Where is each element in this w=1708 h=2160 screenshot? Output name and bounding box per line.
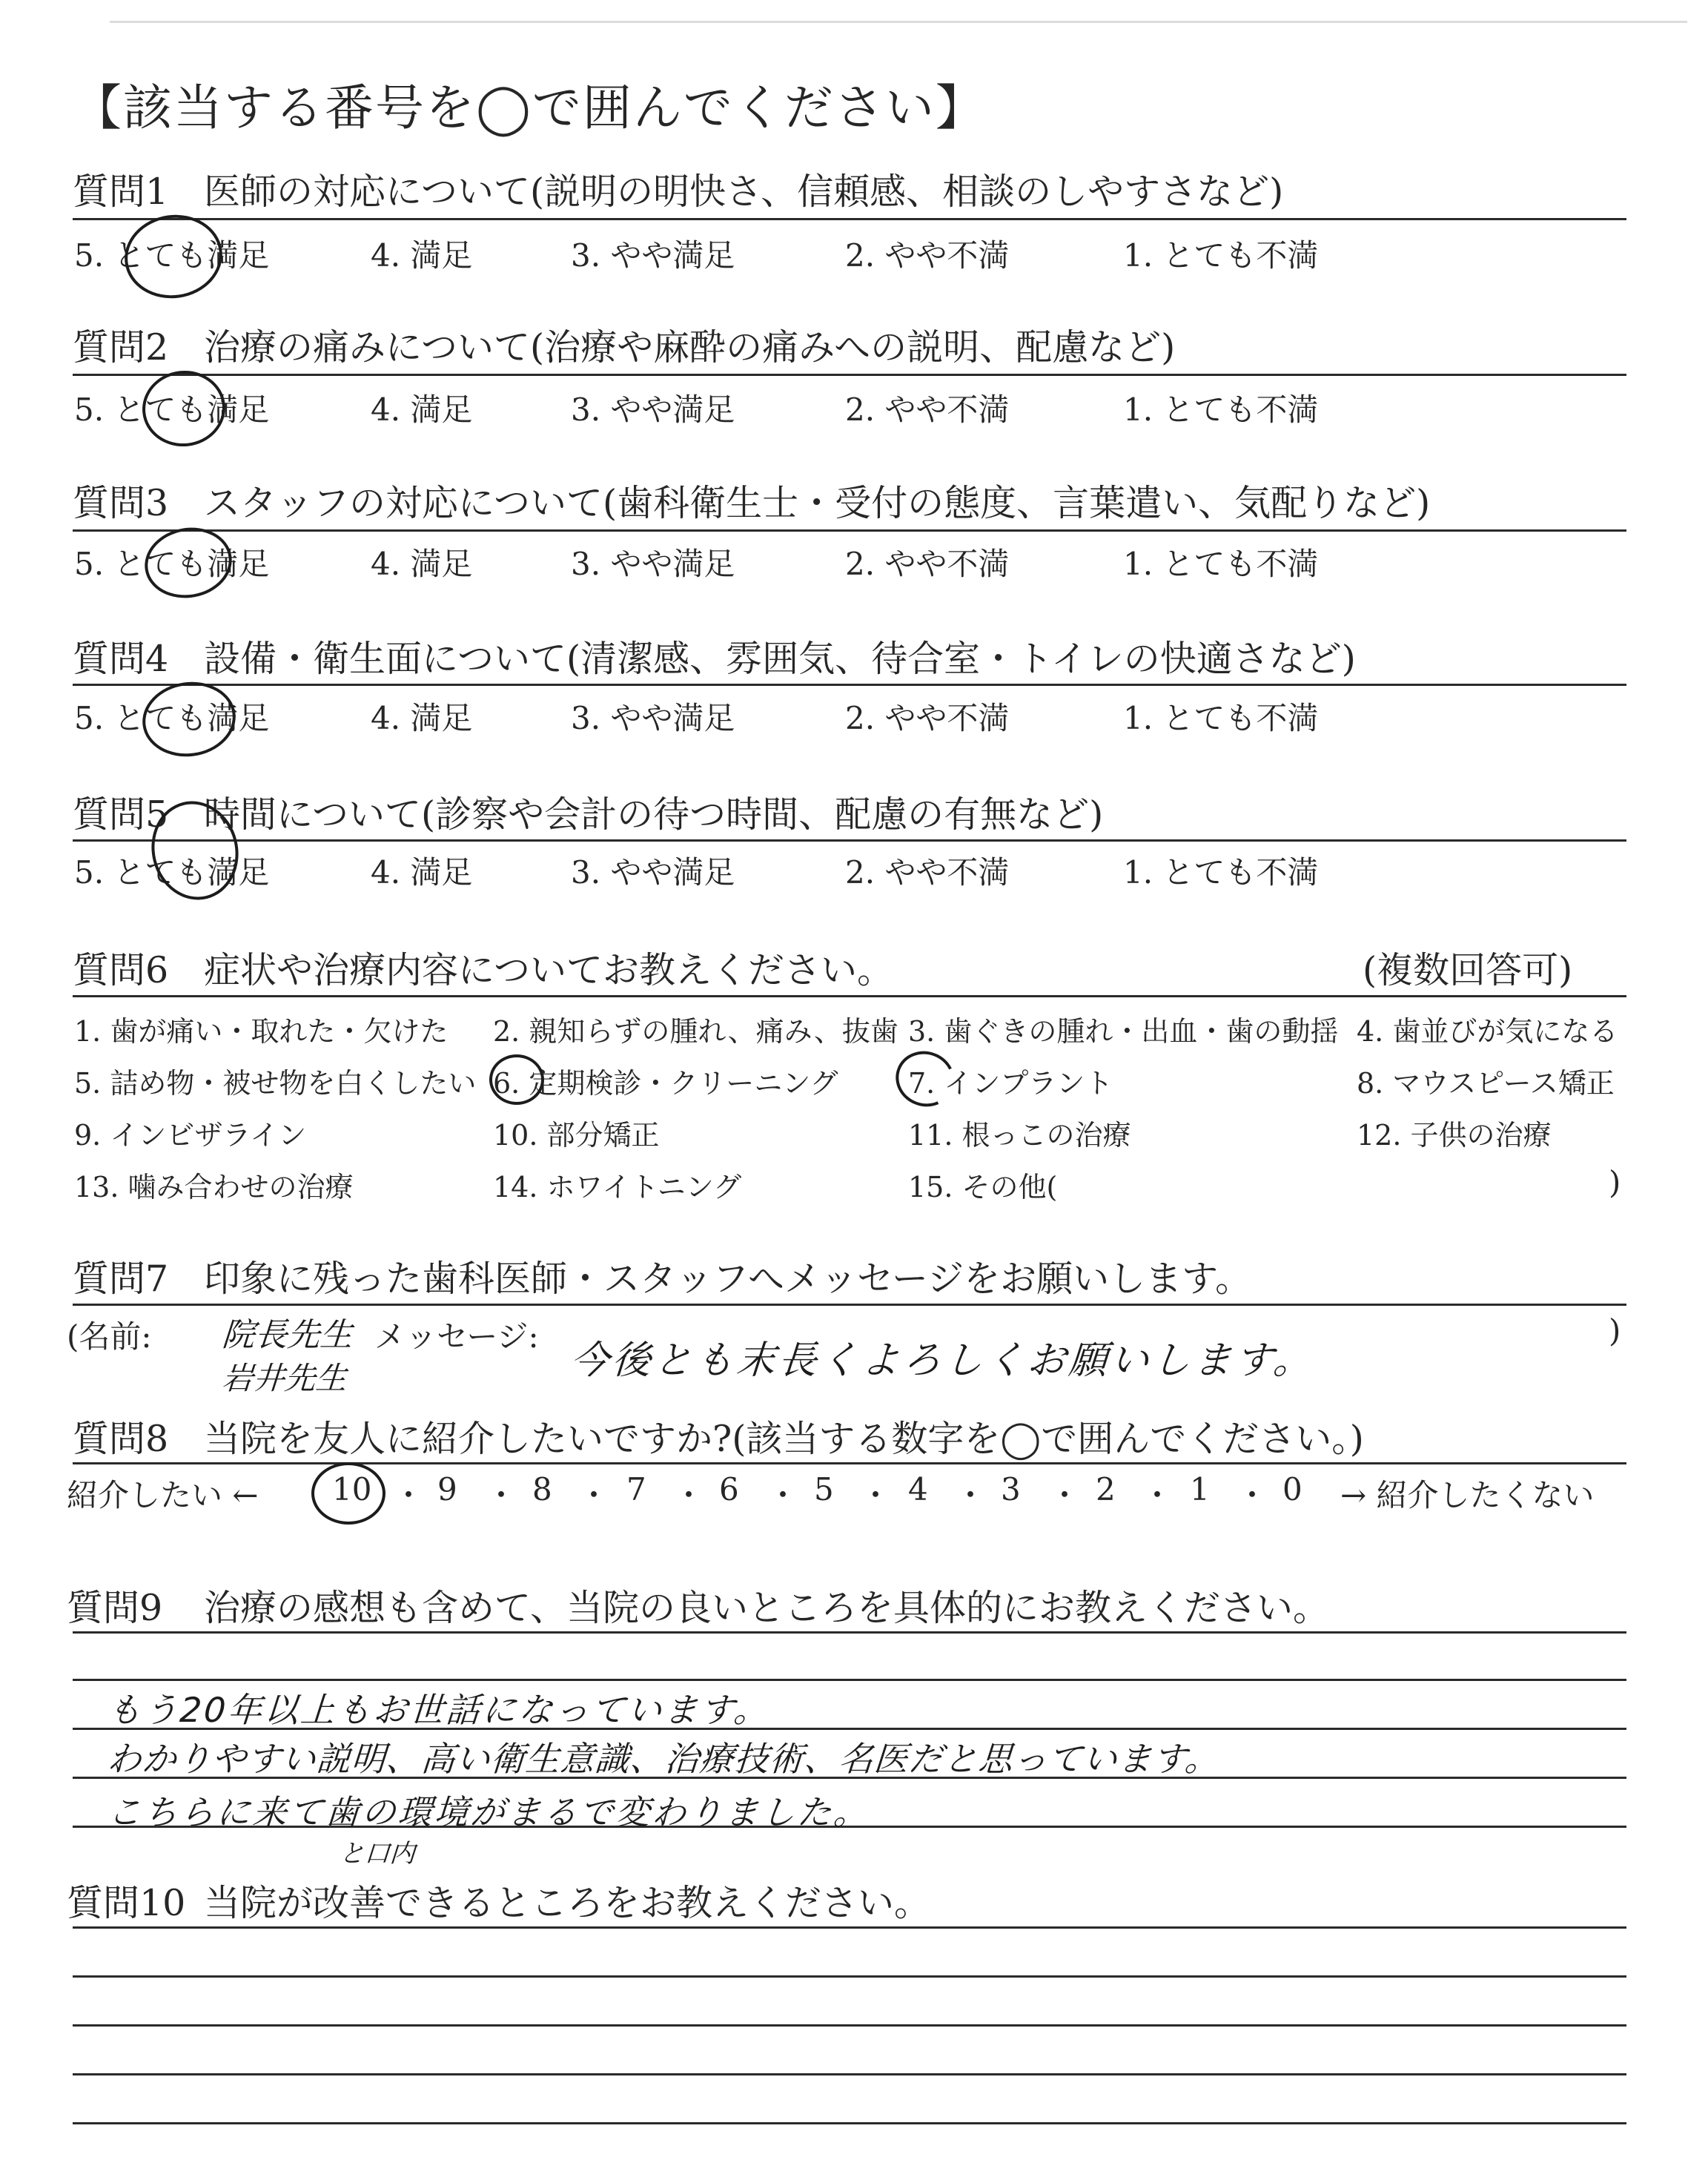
score-8[interactable]: 8 xyxy=(532,1471,552,1507)
option-1[interactable]: 1. とても不満 xyxy=(1123,700,1319,736)
question-text: 治療の感想も含めて、当院の良いところを具体的にお教えください。 xyxy=(204,1587,1330,1629)
question-underline xyxy=(73,374,1626,376)
question-underline xyxy=(73,529,1626,532)
q6-option-11[interactable]: 11. 根っこの治療 xyxy=(908,1119,1131,1152)
score-4[interactable]: 4 xyxy=(908,1471,928,1507)
score-2[interactable]: 2 xyxy=(1096,1471,1116,1507)
q6-option-14[interactable]: 14. ホワイトニング xyxy=(493,1171,742,1203)
q6-option-9[interactable]: 9. インビザライン xyxy=(74,1119,307,1152)
handwritten-answer-line-2: わかりやすい説明、高い衛生意識、治療技術、名医だと思っています。 xyxy=(105,1739,1222,1779)
answer-line xyxy=(73,2024,1626,2027)
q6-option-10[interactable]: 10. 部分矯正 xyxy=(493,1119,660,1152)
question-text: 時間について(診察や会計の待つ時間、配慮の有無など) xyxy=(204,793,1104,836)
option-5[interactable]: 5. とても満足 xyxy=(74,854,270,891)
question-text: 医師の対応について(説明の明快さ、信頼感、相談のしやすさなど) xyxy=(204,171,1284,213)
score-separator: ・ xyxy=(486,1477,517,1513)
top-border xyxy=(110,21,1687,23)
hand-circle-mark xyxy=(139,366,229,450)
question-label: 質問2 xyxy=(73,326,169,369)
multiple-answers-note: (複数回答可) xyxy=(1363,949,1573,991)
score-10[interactable]: 10 xyxy=(332,1471,372,1507)
recommend-left-label: 紹介したい ← xyxy=(67,1477,259,1513)
question-underline xyxy=(73,839,1626,842)
option-4[interactable]: 4. 満足 xyxy=(371,392,473,428)
option-4[interactable]: 4. 満足 xyxy=(371,700,473,736)
option-3[interactable]: 3. やや満足 xyxy=(571,392,735,428)
score-6[interactable]: 6 xyxy=(719,1471,739,1507)
answer-line xyxy=(73,2073,1626,2075)
question-label: 質問10 xyxy=(67,1882,186,1924)
score-5[interactable]: 5 xyxy=(814,1471,834,1507)
q6-option-13[interactable]: 13. 噛み合わせの治療 xyxy=(74,1171,354,1203)
option-2[interactable]: 2. やや不満 xyxy=(845,854,1010,891)
hand-circle-mark xyxy=(139,521,238,604)
question-text: 設備・衛生面について(清潔感、雰囲気、待合室・トイレの快適さなど) xyxy=(204,638,1356,680)
score-0[interactable]: 0 xyxy=(1282,1471,1302,1507)
message-close-paren: ) xyxy=(1609,1312,1621,1349)
other-close-paren: ) xyxy=(1609,1164,1621,1200)
option-1[interactable]: 1. とても不満 xyxy=(1123,546,1319,582)
q6-option-7[interactable]: 7. インプラント xyxy=(908,1067,1113,1100)
q6-option-15[interactable]: 15. その他( xyxy=(908,1171,1058,1203)
question-underline xyxy=(73,995,1626,997)
option-5[interactable]: 5. とても満足 xyxy=(74,237,270,274)
option-3[interactable]: 3. やや満足 xyxy=(571,700,735,736)
option-2[interactable]: 2. やや不満 xyxy=(845,546,1010,582)
question-text: 症状や治療内容についてお教えください。 xyxy=(204,949,894,991)
question-label: 質問3 xyxy=(73,482,169,524)
question-text: 治療の痛みについて(治療や麻酔の痛みへの説明、配慮など) xyxy=(204,326,1176,369)
question-label: 質問6 xyxy=(73,949,169,991)
score-separator: ・ xyxy=(1049,1477,1081,1513)
score-separator: ・ xyxy=(1237,1477,1268,1513)
score-1[interactable]: 1 xyxy=(1190,1471,1210,1507)
message-label: メッセージ: xyxy=(374,1318,539,1355)
q6-option-4[interactable]: 4. 歯並びが気になる xyxy=(1357,1015,1618,1048)
score-9[interactable]: 9 xyxy=(437,1471,457,1507)
option-1[interactable]: 1. とても不満 xyxy=(1123,854,1319,891)
score-separator: ・ xyxy=(767,1477,799,1513)
handwritten-answer-line-1: もう20年以上もお世話になっています。 xyxy=(105,1690,772,1730)
hand-circle-mark xyxy=(888,1043,962,1115)
score-separator: ・ xyxy=(393,1477,425,1513)
handwritten-name-2: 岩井先生 xyxy=(221,1360,348,1396)
answer-line xyxy=(73,1926,1626,1929)
question-underline xyxy=(73,684,1626,686)
hand-circle-mark xyxy=(138,676,241,763)
handwritten-insertion: と口内 xyxy=(338,1839,417,1869)
question-text: スタッフの対応について(歯科衛生士・受付の態度、言葉遣い、気配りなど) xyxy=(204,482,1431,524)
answer-line xyxy=(73,1975,1626,1978)
question-label: 質問8 xyxy=(73,1418,169,1460)
score-separator: ・ xyxy=(955,1477,987,1513)
handwritten-answer-line-3: こちらに来て歯の環境がまるで変わりました。 xyxy=(105,1792,872,1832)
hand-circle-mark xyxy=(119,208,228,304)
score-separator: ・ xyxy=(673,1477,705,1513)
score-3[interactable]: 3 xyxy=(1001,1471,1021,1507)
question-label: 質問5 xyxy=(73,793,169,836)
option-2[interactable]: 2. やや不満 xyxy=(845,700,1010,736)
option-4[interactable]: 4. 満足 xyxy=(371,854,473,891)
option-3[interactable]: 3. やや満足 xyxy=(571,854,735,891)
option-5[interactable]: 5. とても満足 xyxy=(74,546,270,582)
recommend-right-label: → 紹介したくない xyxy=(1340,1477,1595,1513)
score-separator: ・ xyxy=(578,1477,610,1513)
question-label: 質問7 xyxy=(73,1258,169,1300)
option-5[interactable]: 5. とても満足 xyxy=(74,392,270,428)
name-label: (名前: xyxy=(67,1318,152,1355)
answer-line xyxy=(73,1631,1626,1634)
option-5[interactable]: 5. とても満足 xyxy=(74,700,270,736)
option-2[interactable]: 2. やや不満 xyxy=(845,392,1010,428)
handwritten-name-1: 院長先生 xyxy=(220,1316,354,1354)
option-3[interactable]: 3. やや満足 xyxy=(571,237,735,274)
q6-option-1[interactable]: 1. 歯が痛い・取れた・欠けた xyxy=(74,1015,448,1048)
hand-circle-mark xyxy=(489,1054,544,1105)
option-1[interactable]: 1. とても不満 xyxy=(1123,237,1319,274)
q6-option-6[interactable]: 6. 定期検診・クリーニング xyxy=(493,1067,838,1100)
question-label: 質問9 xyxy=(67,1587,163,1629)
score-separator: ・ xyxy=(1142,1477,1174,1513)
question-underline xyxy=(73,1304,1626,1306)
answer-line xyxy=(73,1679,1626,1681)
option-4[interactable]: 4. 満足 xyxy=(371,237,473,274)
score-separator: ・ xyxy=(860,1477,892,1513)
option-1[interactable]: 1. とても不満 xyxy=(1123,392,1319,428)
question-text: 当院が改善できるところをお教えください。 xyxy=(204,1882,931,1924)
question-label: 質問1 xyxy=(73,171,169,213)
option-2[interactable]: 2. やや不満 xyxy=(845,237,1010,274)
answer-line xyxy=(73,2122,1626,2124)
q6-option-5[interactable]: 5. 詰め物・被せ物を白くしたい xyxy=(74,1067,477,1100)
form-title: 【該当する番号を◯で囲んでください】 xyxy=(73,79,986,136)
question-text: 印象に残った歯科医師・スタッフへメッセージをお願いします。 xyxy=(204,1258,1252,1300)
handwritten-message: 今後とも末長くよろしくお願いします。 xyxy=(569,1338,1317,1383)
question-text: 当院を友人に紹介したいですか?(該当する数字を◯で囲んでください。) xyxy=(204,1418,1364,1460)
hand-circle-mark xyxy=(311,1462,385,1525)
question-underline xyxy=(73,1462,1626,1464)
score-7[interactable]: 7 xyxy=(626,1471,646,1507)
option-4[interactable]: 4. 満足 xyxy=(371,546,473,582)
option-3[interactable]: 3. やや満足 xyxy=(571,546,735,582)
question-label: 質問4 xyxy=(73,638,169,680)
q6-option-2[interactable]: 2. 親知らずの腫れ、痛み、抜歯 xyxy=(493,1015,898,1048)
question-underline xyxy=(73,218,1626,220)
q6-option-12[interactable]: 12. 子供の治療 xyxy=(1357,1119,1552,1152)
q6-option-3[interactable]: 3. 歯ぐきの腫れ・出血・歯の動揺 xyxy=(908,1015,1339,1048)
q6-option-8[interactable]: 8. マウスピース矯正 xyxy=(1357,1067,1615,1100)
